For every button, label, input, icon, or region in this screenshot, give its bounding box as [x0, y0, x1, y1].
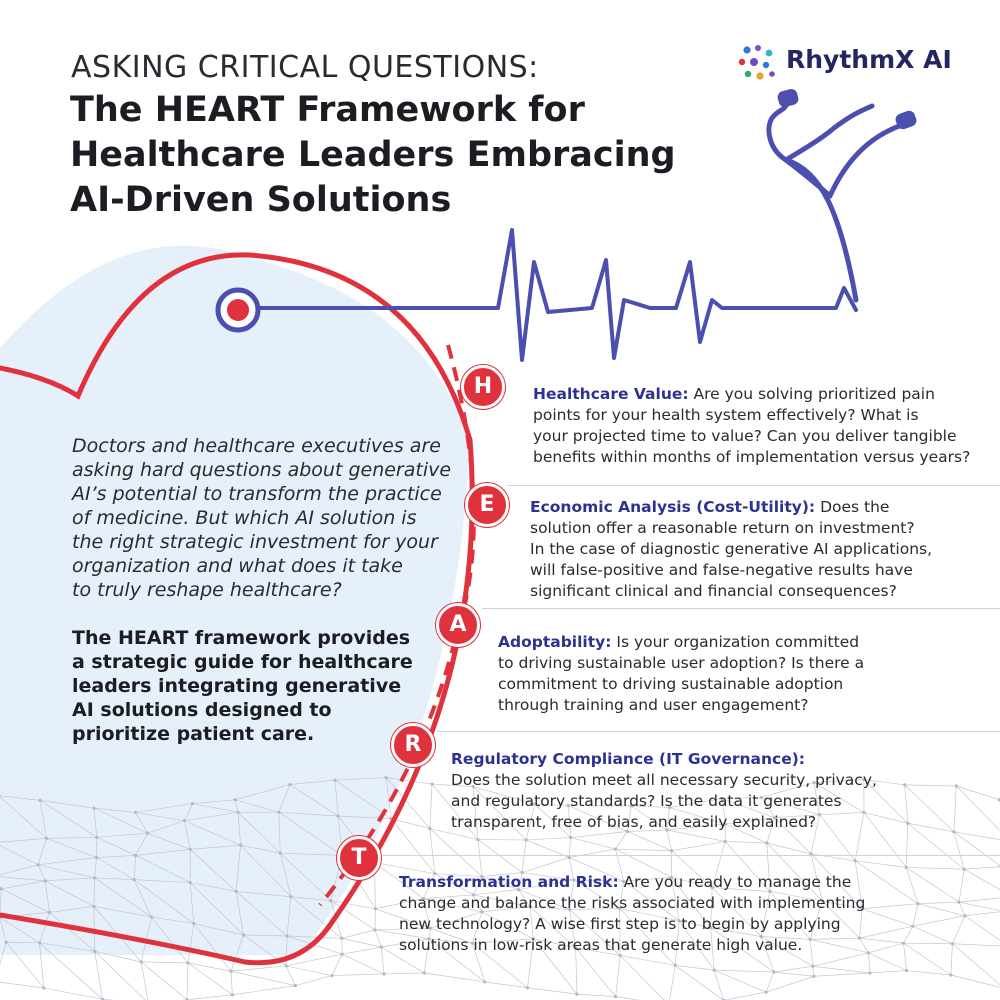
framework-item-healthcare-value: [533, 384, 970, 468]
item-text: new technology? A wise first step is to begin by applying: [399, 915, 841, 933]
item-title: Economic Analysis (Cost-Utility):: [530, 498, 816, 516]
stethoscope-icon: [769, 100, 905, 300]
item-text: Does the solution meet all necessary security, privacy,: [451, 771, 877, 789]
intro-line: to truly reshape healthcare?: [72, 579, 342, 601]
framework-item-regulatory-compliance: [451, 749, 877, 833]
item-text: Are you solving prioritized pain: [688, 385, 935, 403]
letter-badge-t: T: [337, 836, 381, 880]
page-title: [70, 88, 710, 223]
letter-badge-e: E: [465, 483, 509, 527]
item-text: Are you ready to manage the: [618, 873, 852, 891]
title-line: AI-Driven Solutions: [70, 180, 452, 220]
summary-paragraph: [72, 626, 412, 746]
framework-item-transformation-risk: [399, 872, 865, 956]
item-text: change and balance the risks associated with implementing: [399, 894, 866, 912]
framework-item-adoptability: [498, 632, 864, 716]
item-title: Adoptability:: [498, 633, 612, 651]
rhythmx-dots-logo-icon: [738, 44, 778, 80]
section-divider: [383, 855, 1000, 856]
brand-logo: [738, 44, 958, 80]
item-text: Is your organization committed: [611, 633, 860, 651]
item-text: In the case of diagnostic generative AI applications,: [530, 540, 933, 558]
section-divider: [482, 608, 1000, 609]
header-kicker: ASKING CRITICAL QUESTIONS:: [71, 50, 539, 85]
item-text: and regulatory standards? Is the data it generates: [451, 792, 842, 810]
item-text: points for your health system effectively? What is: [533, 406, 919, 424]
item-text: will false-positive and false-negative results have: [530, 561, 913, 579]
item-text: through training and user engagement?: [498, 696, 809, 714]
letter-badge-r: R: [391, 723, 435, 767]
item-text: Does the: [815, 498, 890, 516]
title-line: Healthcare Leaders Embracing: [70, 135, 676, 175]
intro-paragraph: [72, 434, 452, 602]
intro-line: asking hard questions about generative: [72, 459, 452, 481]
item-text: your projected time to value? Can you deliver tangible: [533, 427, 957, 445]
intro-line: Doctors and healthcare executives are: [72, 435, 441, 457]
intro-line: of medicine. But which AI solution is: [72, 507, 417, 529]
intro-line: organization and what does it take: [72, 555, 403, 577]
framework-item-economic-analysis: [530, 497, 932, 602]
item-text: to driving sustainable user adoption? Is there a: [498, 654, 865, 672]
intro-line: the right strategic investment for your: [72, 531, 438, 553]
letter-badge-a: A: [436, 603, 480, 647]
item-text: commitment to driving sustainable adoption: [498, 675, 844, 693]
item-title: Healthcare Value:: [533, 385, 689, 403]
summary-line: a strategic guide for healthcare: [72, 651, 413, 673]
item-text: solution offer a reasonable return on investment?: [530, 519, 915, 537]
letter-badge-h: H: [461, 365, 505, 409]
summary-line: AI solutions designed to: [72, 699, 332, 721]
brand-name: RhythmX AI: [786, 45, 952, 74]
intro-line: AI’s potential to transform the practice: [72, 483, 442, 505]
item-text: benefits within months of implementation versus years?: [533, 448, 971, 466]
section-divider: [437, 731, 1000, 732]
item-title: Regulatory Compliance (IT Governance):: [451, 750, 806, 768]
item-text: solutions in low-risk areas that generate high value.: [399, 936, 803, 954]
title-line: The HEART Framework for: [70, 90, 585, 130]
summary-line: prioritize patient care.: [72, 723, 315, 745]
summary-line: The HEART framework provides: [72, 627, 411, 649]
summary-line: leaders integrating generative: [72, 675, 402, 697]
item-text: transparent, free of bias, and easily explained?: [451, 813, 817, 831]
item-text: significant clinical and financial consequences?: [530, 582, 897, 600]
item-title: Transformation and Risk:: [399, 873, 619, 891]
section-divider: [507, 485, 1000, 486]
